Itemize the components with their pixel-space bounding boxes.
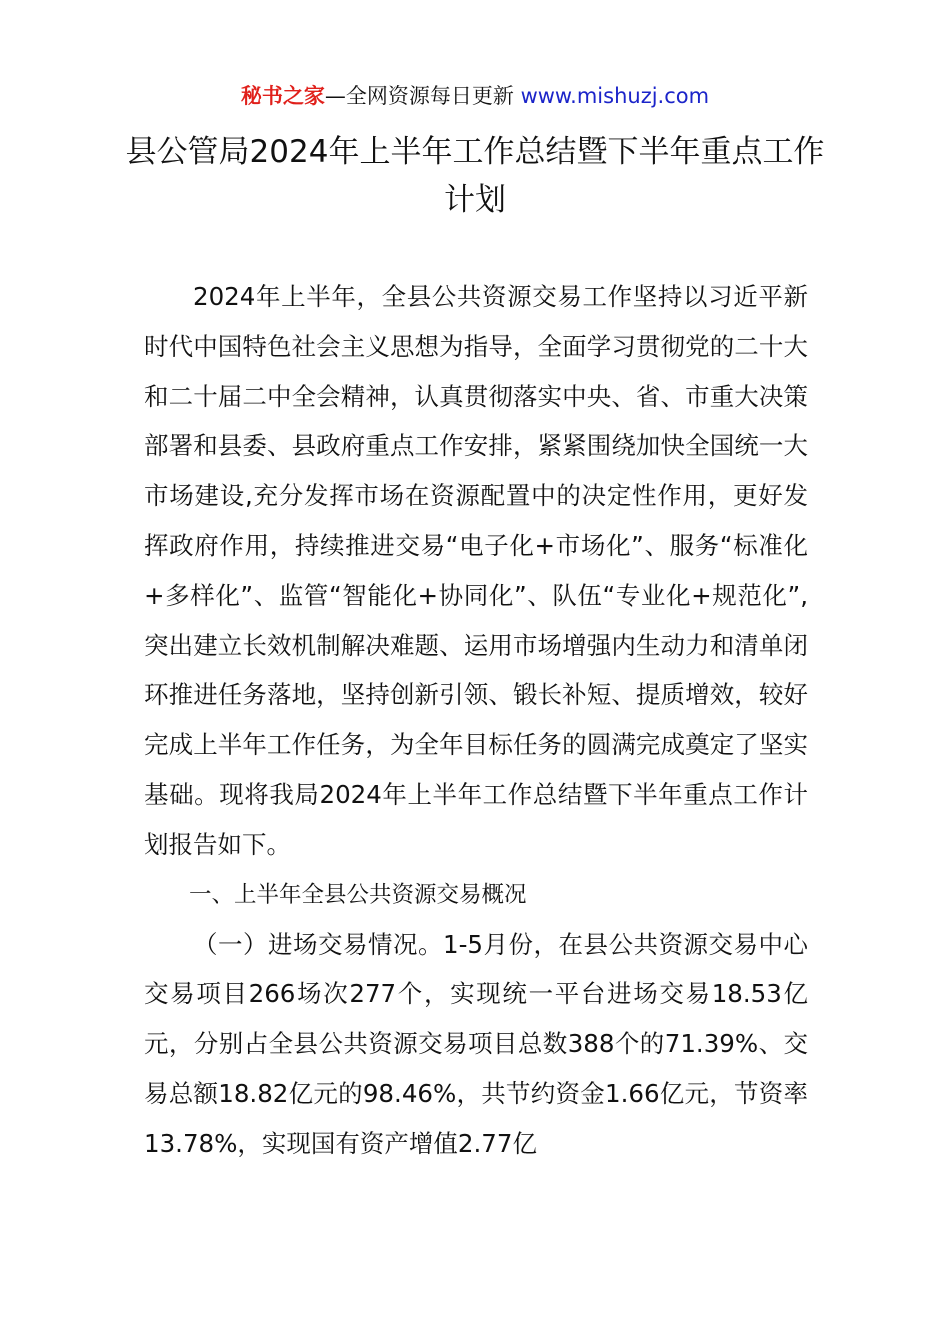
document-title: 县公管局2024年上半年工作总结暨下半年重点工作计划 [125, 134, 825, 218]
brand-name: 秘书之家 [240, 84, 325, 108]
header-tagline: —全网资源每日更新 [324, 84, 514, 108]
site-url-link[interactable]: www.mishuzj.com [520, 84, 710, 108]
site-header [0, 80, 950, 112]
document-body [144, 272, 808, 1169]
section-paragraph: （一）进场交易情况。1-5月份，在县公共资源交易中心交易项目266场次277个，实现统一平台进场交易18.53亿元，分别占全县公共资源交易项目总数388个的71.39%、交易总额18.82亿元的98.46%，共节约资金1.66亿元，节资率13.78%，实现国有资产增值2.77亿 [144, 929, 808, 1158]
intro-paragraph: 2024年上半年，全县公共资源交易工作坚持以习近平新时代中国特色社会主义思想为指导，全面学习贯彻党的二十大和二十届二中全会精神，认真贯彻落实中央、省、市重大决策部署和县委、县政府重点工作安排，紧紧围绕加快全国统一大市场建设,充分发挥市场在资源配置中的决定性作用，更好发挥政府作用，持续推进交易“电子化+市场化”、服务“标准化+多样化”、监管“智能化+协同化”、队伍“专业化+规范化”,突出建立长效机制解决难题、运用市场增强内生动力和清单闭环推进任务落地，坚持创新引领、锻长补短、提质增效，较好完成上半年工作任务，为全年目标任务的圆满完成奠定了坚实基础。现将我局2024年上半年工作总结暨下半年重点工作计划报告如下。 [144, 282, 808, 859]
section-heading: 一、上半年全县公共资源交易概况 [189, 881, 527, 908]
